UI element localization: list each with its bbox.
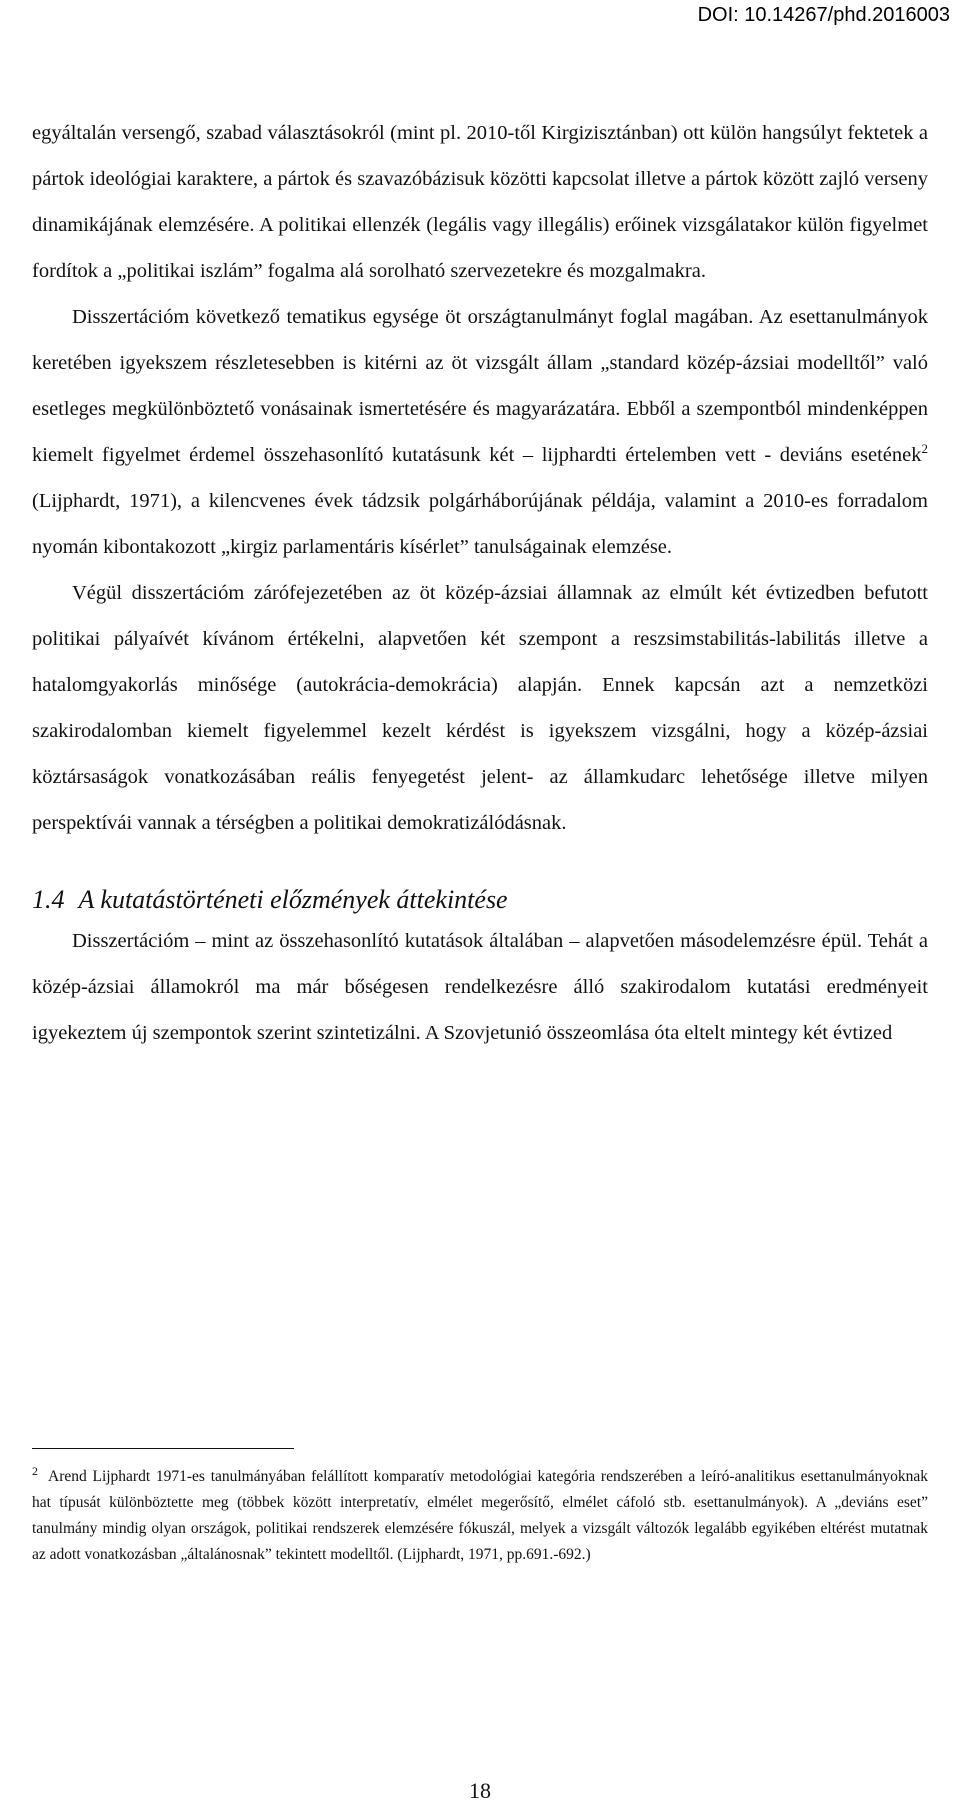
section-title: A kutatástörténeti előzmények áttekintése [78,885,508,914]
paragraph-2-text-a: Disszertációm következő tematikus egysége öt országtanulmányt foglal magában. Az esettanulmányok keretében igyekszem részletesebben is kitérni az öt vizsgált állam „standard közép-ázsiai modelltől” való esetleges megkülönböztető vonásainak ismertetésére és magyarázatára. Ebből a szempontból mindenképpen kiemelt figyelmet érdemel összehasonlító kutatásunk két – lijphardti értelemben vett - deviáns esetének [32,306,928,466]
footnote-text: Arend Lijphardt 1971-es tanulmányában felállított komparatív metodológiai kategória rendszerében a leíró-analitikus esettanulmányoknak hat típusát különböztette meg (többek között interpretatív, elmélet megerősítő, elmélet cáfoló stb. esettanulmányok). A „deviáns eset” tanulmány mindig olyan országok, politikai rendszerek elemzésére fókuszál, melyek a vizsgált változók legalább egyikében eltérést mutatnak az adott vonatkozásban „általánosnak” tekintett modelltől. (Lijphardt, 1971, pp.691.-692.) [32,1468,928,1563]
page-number: 18 [469,1778,491,1803]
paragraph-3: Végül disszertációm zárófejezetében az öt közép-ázsiai államnak az elmúlt két évtizedben befutott politikai pályaívét kívánom értékelni, alapvetően két szempont a reszsimstabilitás-labilitás illetve a hatalomgyakorlás minősége (autokrácia-demokrácia) alapján. Ennek kapcsán azt a nemzetközi szakirodalomban kiemelt figyelemmel kezelt kérdést is igyekszem vizsgálni, hogy a közép-ázsiai köztársaságok vonatkozásában reális fenyegetést jelent- az államkudarc lehetősége illetve milyen perspektívái vannak a térségben a politikai demokratizálódásnak. [32,582,928,834]
paragraph-2 [32,294,928,570]
section-spacer [32,846,928,882]
section-heading [32,882,928,918]
footnote [32,1464,928,1568]
paragraph-1: egyáltalán versengő, szabad választásokról (mint pl. 2010-től Kirgizisztánban) ott külön hangsúlyt fektetek a pártok ideológiai karaktere, a pártok és szavazóbázisuk közötti kapcsolat illetve a pártok között zajló verseny dinamikájának elemzésére. A politikai ellenzék (legális vagy illegális) erőinek vizsgálatakor külön figyelmet fordítok a „politikai iszlám” fogalma alá sorolható szervezetekre és mozgalmakra. [32,122,928,282]
footnote-marker: 2 [32,1463,38,1478]
paragraph-4: Disszertációm – mint az összehasonlító kutatások általában – alapvetően másodelemzésre épül. Tehát a közép-ázsiai államokról ma már bőségesen rendelkezésre álló szakirodalom kutatási eredményeit igyekeztem új szempontok szerint szintetizálni. A Szovjetunió összeomlása óta eltelt mintegy két évtized [32,930,928,1044]
doi-header: DOI: 10.14267/phd.2016003 [697,4,950,26]
section-number: 1.4 [32,885,65,914]
footnote-reference[interactable]: 2 [921,441,928,457]
main-text [32,110,928,1056]
paragraph-2-text-b: (Lijphardt, 1971), a kilencvenes évek tádzsik polgárháborújának példája, valamint a 2010-es forradalom nyomán kibontakozott „kirgiz parlamentáris kísérlet” tanulságainak elemzése. [32,490,928,558]
footnote-divider [32,1448,294,1449]
